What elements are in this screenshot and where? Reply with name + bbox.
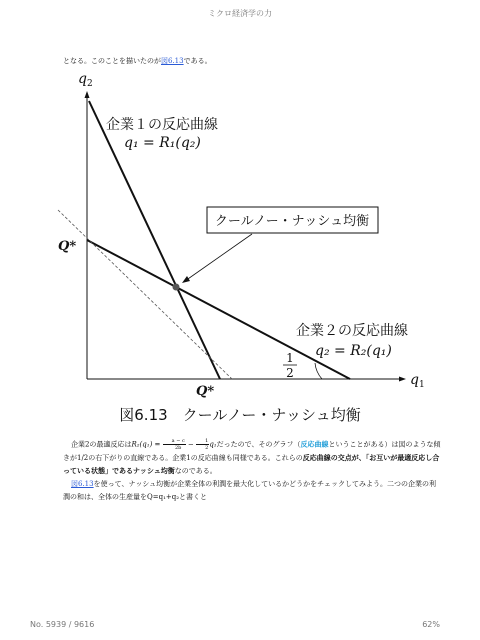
q-star-y-label: Q* — [58, 239, 77, 254]
callout-arrowhead — [182, 276, 190, 283]
slope-denominator: 2 — [286, 366, 294, 380]
body-text — [63, 438, 441, 504]
y-axis-label: $q_2$ — [78, 71, 93, 89]
p1-bold-text: 反応曲線の交点が、「お互いが最適反応し合っている状態」であるナッシュ均衡 — [63, 453, 440, 475]
reading-progress: 62% — [422, 620, 440, 629]
p1-text-b: だったので、そのグラフ（ — [216, 440, 301, 449]
reaction-curve-diagram — [40, 65, 440, 405]
p1-text-c: ということがある）は図のような傾きが1/2の右下がりの直線である。企業1の反応曲線も同様である。これらの — [63, 440, 441, 462]
reading-location: No. 5939 / 9616 — [30, 620, 95, 629]
p1-frac2-den: 2 — [205, 445, 209, 451]
p1-fraction-2 — [196, 438, 209, 451]
figure-reaction-curves — [40, 65, 440, 405]
p1-term-reaction-curve: 反応曲線 — [300, 440, 329, 449]
figure-link[interactable]: 図6.13 — [161, 57, 184, 65]
p1-formula-tail: q₁ — [209, 440, 217, 449]
q-star-x-label: Q* — [196, 384, 215, 399]
intro-text-after: である。 — [183, 57, 212, 65]
p2-figure-link[interactable]: 図6.13 — [71, 479, 94, 488]
p1-frac1-num: a − c — [163, 438, 186, 445]
paragraph-2 — [63, 478, 441, 504]
p1-text-a: 企業2の最適反応は — [71, 440, 132, 449]
p1-fraction-1 — [163, 438, 186, 451]
paragraph-1 — [63, 438, 441, 478]
curve1-equation: q₁ = R₁(q₂) — [124, 135, 201, 151]
p1-text-d: なのである。 — [174, 466, 217, 475]
p1-formula-lhs: R₂(q₁) = — [131, 440, 161, 449]
figure-caption: 図6.13 クールノー・ナッシュ均衡 — [119, 406, 361, 424]
x-axis-label: $q_1$ — [410, 372, 425, 390]
equilibrium-point — [173, 284, 180, 291]
p2-text: を使って、ナッシュ均衡が企業全体の利潤を最大化しているかどうかをチェックしてみよう。二つの企業の利潤の和は、全体の生産量をQ=q₁+q₂と書くと — [63, 479, 436, 501]
curve2-equation: q₂ = R₂(q₁) — [315, 343, 392, 359]
p1-minus: − — [188, 440, 194, 449]
slope-arc — [315, 363, 322, 379]
dashed-line — [58, 210, 232, 379]
curve1-title: 企業１の反応曲線 — [106, 117, 218, 133]
x-axis-arrow — [399, 377, 406, 382]
reaction-curve-firm2 — [87, 240, 350, 379]
curve2-title: 企業２の反応曲線 — [296, 323, 408, 339]
slope-numerator: 1 — [286, 351, 294, 365]
y-axis-arrow — [85, 91, 90, 98]
equilibrium-label: クールノー・ナッシュ均衡 — [214, 214, 370, 229]
book-title: ミクロ経済学の力 — [208, 9, 272, 18]
p1-frac2-num: 1 — [196, 438, 209, 445]
callout-arrow-line — [185, 234, 252, 281]
intro-text-before: となる。このことを描いたのが — [63, 57, 161, 65]
p1-frac1-den: 2b — [175, 445, 182, 451]
